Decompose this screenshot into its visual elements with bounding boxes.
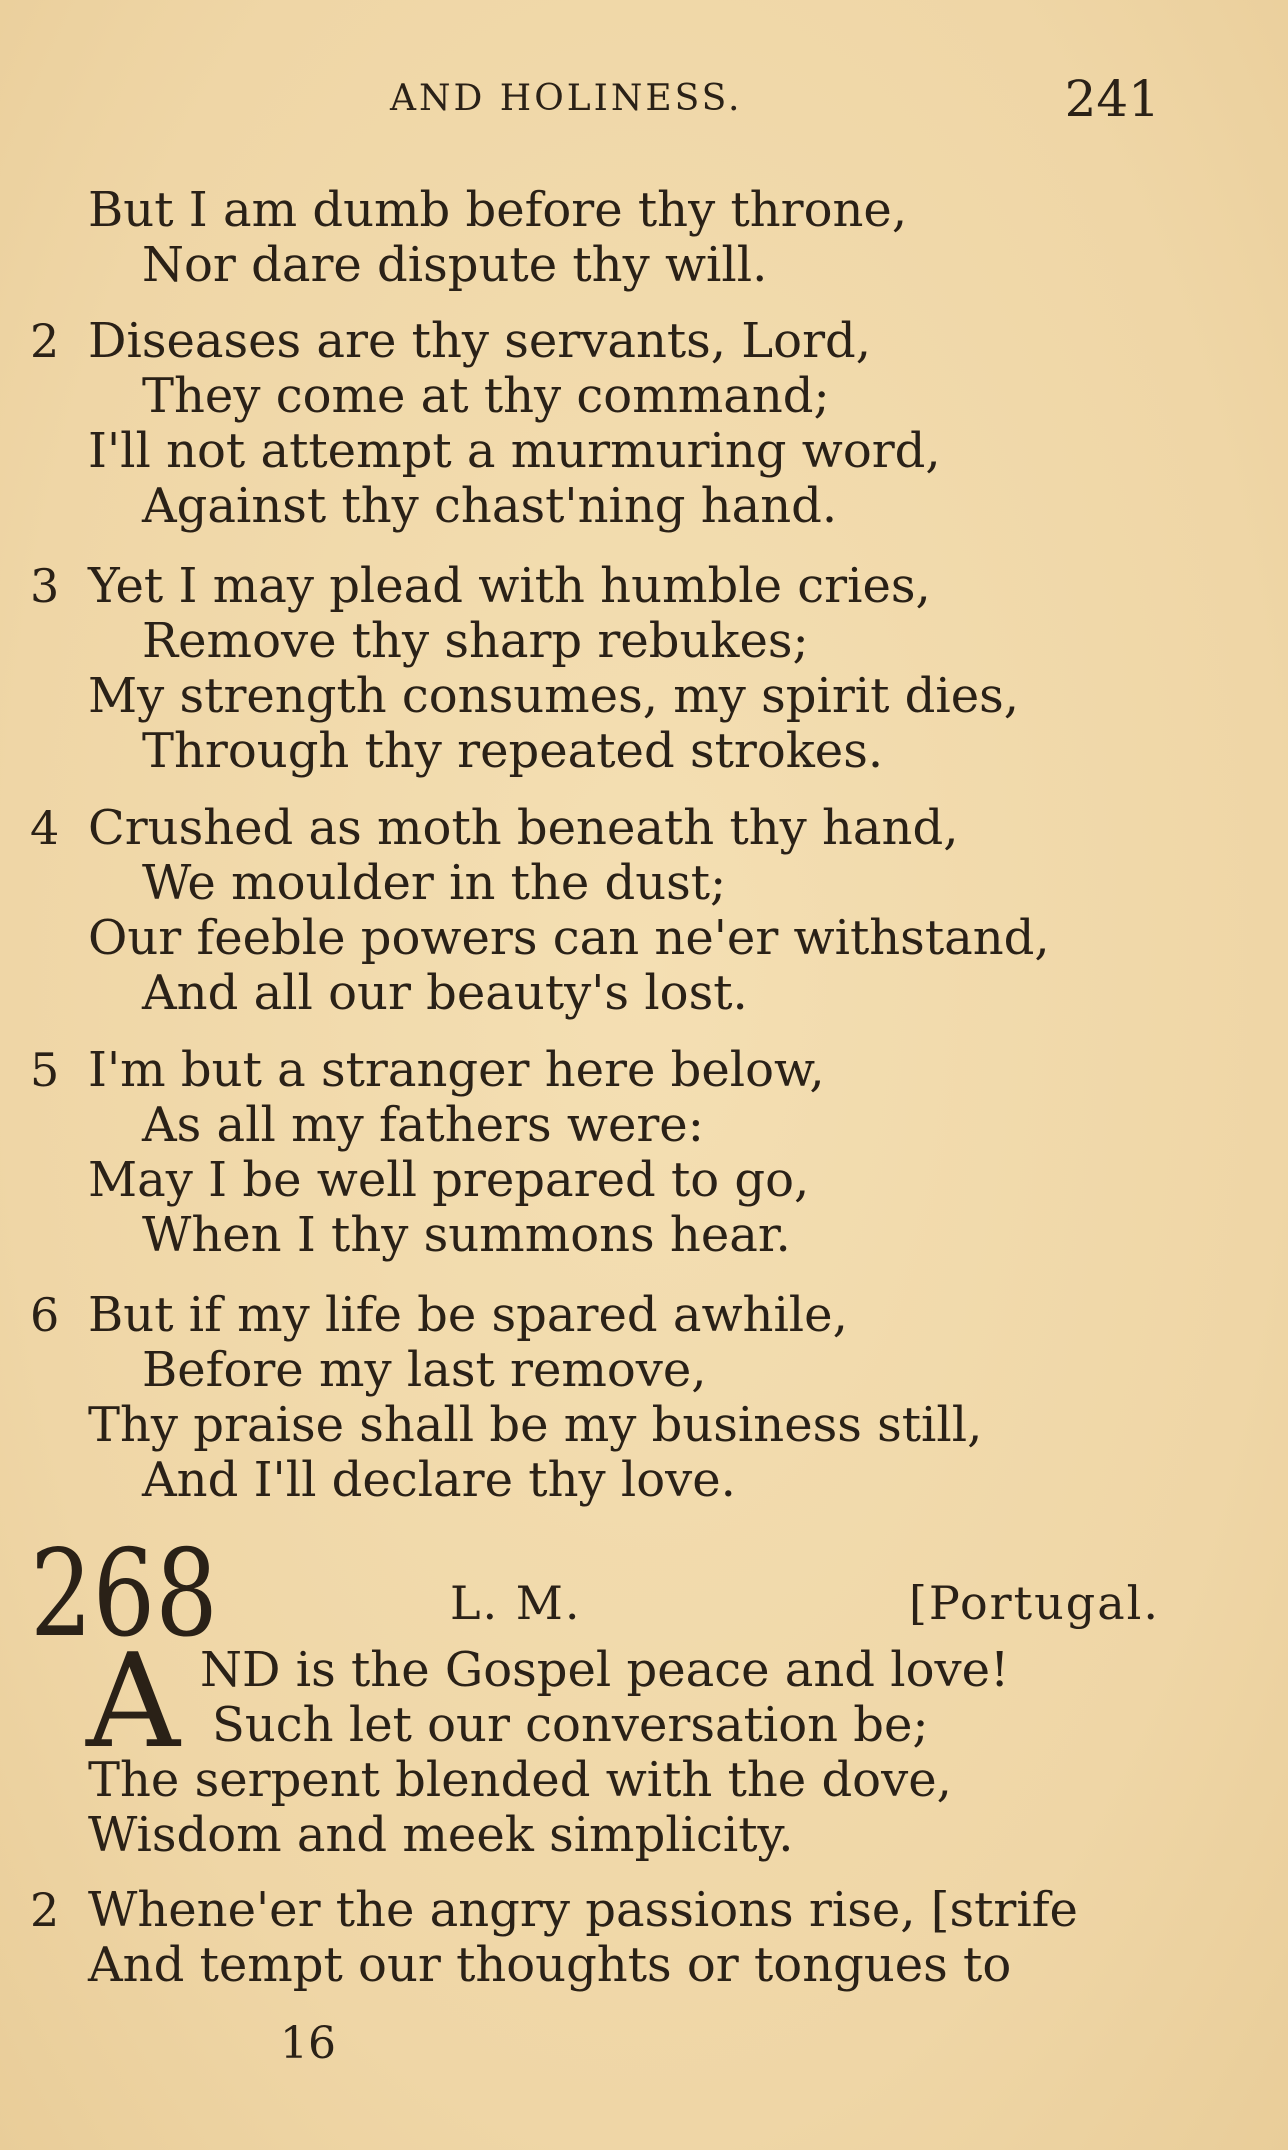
verse-line: Diseases are thy servants, Lord, — [88, 313, 871, 369]
verse-line: Remove thy sharp rebukes; — [142, 613, 809, 669]
verse-line: And all our beauty's lost. — [142, 965, 748, 1021]
verse-line: As all my fathers were: — [142, 1097, 704, 1153]
verse-line: ND is the Gospel peace and love! — [200, 1642, 1010, 1698]
verse-line: May I be well prepared to go, — [88, 1152, 810, 1208]
signature-mark: 16 — [280, 2018, 336, 2069]
verse-line: Nor dare dispute thy will. — [142, 237, 768, 293]
stanza-number: 2 — [30, 314, 60, 368]
page-header — [0, 70, 1288, 130]
hymn-tune: [Portugal. — [908, 1576, 1160, 1630]
verse-line: Whene'er the angry passions rise, [strife — [88, 1882, 1078, 1938]
hymn-268-heading — [0, 1525, 1288, 1664]
verse-line: Yet I may plead with humble cries, — [88, 558, 931, 614]
verse-line: Our feeble powers can ne'er withstand, — [88, 910, 1050, 966]
stanza-number: 6 — [30, 1288, 60, 1342]
verse-line: Crushed as moth beneath thy hand, — [88, 800, 959, 856]
verse-line: The serpent blended with the dove, — [88, 1752, 952, 1808]
verse-line: I'll not attempt a murmuring word, — [88, 423, 941, 479]
page-number: 241 — [1064, 70, 1160, 128]
hymn-meter: L. M. — [450, 1576, 582, 1630]
hymn-number: 268 — [30, 1525, 218, 1664]
verse-line: My strength consumes, my spirit dies, — [88, 668, 1020, 724]
verse-line: And tempt our thoughts or tongues to — [88, 1937, 1012, 1993]
verse-line: Before my last remove, — [142, 1342, 707, 1398]
verse-line: Wisdom and meek simplicity. — [88, 1807, 794, 1863]
verse-line: But I am dumb before thy throne, — [88, 182, 908, 238]
verse-line: When I thy summons hear. — [142, 1207, 791, 1263]
stanza-number: 5 — [30, 1043, 60, 1097]
stanza-number: 3 — [30, 559, 60, 613]
verse-line: We moulder in the dust; — [142, 855, 727, 911]
verse-line: Thy praise shall be my business still, — [88, 1397, 983, 1453]
verse-line: And I'll declare thy love. — [142, 1452, 736, 1508]
verse-line: But if my life be spared awhile, — [88, 1287, 848, 1343]
verse-line: I'm but a stranger here below, — [88, 1042, 825, 1098]
verse-line: Against thy chast'ning hand. — [142, 478, 838, 534]
drop-cap: A — [86, 1625, 180, 1777]
verse-line: Through thy repeated strokes. — [142, 723, 884, 779]
verse-line: Such let our conversation be; — [212, 1697, 929, 1753]
running-head: AND HOLINESS. — [390, 78, 743, 119]
stanza-number: 4 — [30, 801, 60, 855]
verse-line: They come at thy command; — [142, 368, 830, 424]
stanza-number: 2 — [30, 1883, 60, 1937]
